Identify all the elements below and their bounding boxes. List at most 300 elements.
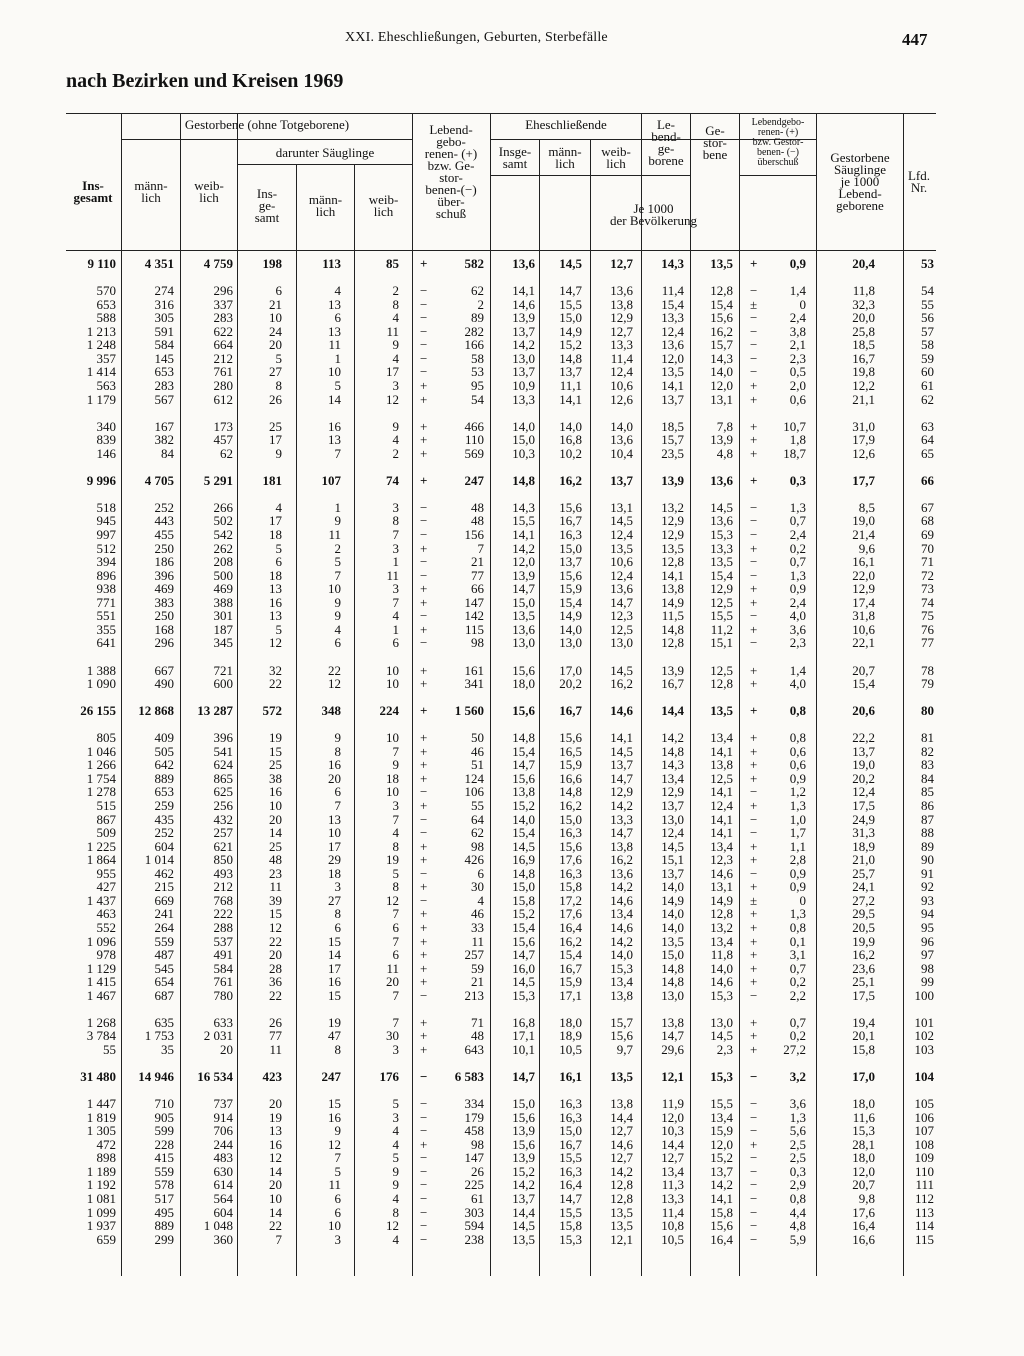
cell-weiblich: 266 (213, 499, 233, 515)
cell-ueberschuss-rate (750, 393, 806, 407)
cell-number: 2,3 (789, 350, 806, 366)
cell-gestorbene-rate: 13,5 (710, 703, 733, 719)
cell-sign: − (750, 1204, 758, 1220)
cell-maennlich: 4 351 (144, 256, 174, 271)
cell-sign: + (750, 852, 758, 868)
cell-lebendgeborene-rate: 15,1 (661, 852, 684, 868)
cell-gestorbene-rate: 13,4 (710, 730, 733, 746)
cell-lfd-nr: 99 (921, 974, 934, 990)
cell-number: 2 (477, 296, 484, 312)
cell-number: 0,9 (789, 256, 806, 271)
cell-gestorbene-rate: 14,2 (710, 1177, 733, 1193)
cell-sign: − (420, 364, 428, 380)
cell-lfd-nr: 90 (921, 852, 934, 868)
cell-saeugl-weiblich: 2 (392, 445, 399, 461)
cell-lfd-nr: 78 (921, 662, 934, 678)
cell-weiblich: 296 (213, 283, 233, 299)
cell-number: 64 (471, 811, 484, 827)
cell-maennlich: 215 (154, 879, 174, 895)
cell-gestorbene-rate: 14,0 (710, 364, 733, 380)
cell-maennlich: 435 (154, 811, 174, 827)
cell-lebendgeborene-rate: 14,9 (661, 594, 684, 610)
cell-saeugl-insgesamt: 5 (275, 540, 282, 556)
cell-ehe-maennlich: 14,1 (559, 391, 582, 407)
cell-saeugl-insgesamt: 5 (275, 350, 282, 366)
cell-ueberschuss (420, 1043, 484, 1057)
cell-ehe-maennlich: 14,9 (559, 608, 582, 624)
cell-number: 1,2 (789, 784, 806, 800)
cell-ehe-insgesamt: 13,9 (512, 1150, 535, 1166)
cell-ueberschuss (420, 257, 484, 271)
cell-weiblich: 360 (213, 1231, 233, 1247)
cell-gestorbene-rate: 15,6 (710, 310, 733, 326)
group-rule (491, 175, 691, 176)
cell-sign: + (420, 757, 428, 773)
cell-saeuglinge-rate: 20,5 (852, 919, 875, 935)
cell-number: 0,9 (789, 581, 806, 597)
cell-saeugl-weiblich: 9 (392, 757, 399, 773)
column-header-saeuglinge-rate: Gestorbene Säuglinge je 1000 Lebend- geborene (830, 150, 890, 213)
cell-maennlich: 415 (154, 1150, 174, 1166)
group-rule (740, 175, 816, 176)
cell-gestorbene-rate: 13,7 (710, 1163, 733, 1179)
cell-ehe-insgesamt: 15,6 (512, 1136, 535, 1152)
cell-sign: + (420, 418, 428, 434)
cell-saeugl-maennlich: 6 (334, 1204, 341, 1220)
cell-ehe-maennlich: 16,3 (559, 825, 582, 841)
cell-ehe-insgesamt: 13,9 (512, 567, 535, 583)
cell-lebendgeborene-rate: 14,0 (661, 919, 684, 935)
cell-lfd-nr: 87 (921, 811, 934, 827)
cell-weiblich: 262 (213, 540, 233, 556)
cell-lfd-nr: 89 (921, 838, 934, 854)
cell-saeugl-maennlich: 16 (328, 757, 341, 773)
cell-gestorbene-rate: 13,8 (710, 757, 733, 773)
cell-lfd-nr: 92 (921, 879, 934, 895)
cell-lebendgeborene-rate: 13,7 (661, 798, 684, 813)
cell-saeugl-maennlich: 113 (322, 256, 341, 271)
cell-ehe-insgesamt: 10,1 (512, 1041, 535, 1057)
cell-saeugl-insgesamt: 10 (269, 1190, 282, 1206)
cell-sign: + (420, 1028, 428, 1044)
cell-gestorbene-rate: 13,9 (710, 432, 733, 448)
cell-sign: − (420, 1123, 428, 1139)
cell-lebendgeborene-rate: 14,8 (661, 621, 684, 637)
cell-sign: + (750, 960, 758, 976)
cell-lebendgeborene-rate: 11,5 (661, 608, 684, 624)
cell-ehe-insgesamt: 15,8 (512, 892, 535, 908)
cell-sign: + (750, 1028, 758, 1044)
cell-number: 4,0 (789, 608, 806, 624)
column-header-weiblich: weib- lich (194, 178, 224, 205)
cell-saeuglinge-rate: 22,0 (852, 567, 875, 583)
cell-ueberschuss-rate (750, 636, 806, 650)
cell-ehe-weiblich: 14,6 (610, 892, 633, 908)
cell-saeugl-insgesamt: 26 (269, 391, 282, 407)
cell-sign: + (750, 445, 758, 461)
cell-ehe-weiblich: 12,7 (610, 1150, 633, 1166)
cell-lebendgeborene-rate: 14,0 (661, 906, 684, 922)
cell-lfd-nr: 57 (921, 323, 934, 339)
cell-ehe-weiblich: 14,5 (610, 743, 633, 759)
cell-number: 569 (464, 445, 484, 461)
cell-ehe-insgesamt: 13,9 (512, 1123, 535, 1139)
cell-lebendgeborene-rate: 11,9 (661, 1096, 684, 1112)
cell-gestorbene-rate: 13,1 (710, 391, 733, 407)
cell-number: 4,4 (789, 1204, 806, 1220)
cell-weiblich: 914 (213, 1109, 233, 1125)
cell-gestorbene-rate: 13,3 (710, 540, 733, 556)
cell-number: 21 (471, 974, 484, 990)
cell-maennlich: 250 (154, 608, 174, 624)
cell-sign: − (420, 554, 428, 570)
cell-saeugl-insgesamt: 14 (269, 1204, 282, 1220)
cell-sign: − (750, 337, 758, 353)
cell-insgesamt: 945 (96, 513, 116, 529)
cell-sign: + (750, 933, 758, 949)
cell-ehe-insgesamt: 13,5 (512, 608, 535, 624)
cell-gestorbene-rate: 14,3 (710, 350, 733, 366)
cell-sign: + (420, 662, 428, 678)
cell-saeuglinge-rate: 20,4 (852, 256, 875, 271)
cell-number: 54 (471, 391, 484, 407)
cell-saeugl-maennlich: 5 (334, 377, 341, 393)
cell-sign: − (750, 1123, 758, 1139)
cell-lebendgeborene-rate: 13,8 (661, 1014, 684, 1030)
cell-insgesamt: 1 266 (86, 757, 116, 773)
cell-saeugl-weiblich: 7 (392, 1014, 399, 1030)
cell-sign: − (750, 554, 758, 570)
cell-saeuglinge-rate: 9,6 (858, 540, 875, 556)
cell-saeugl-weiblich: 85 (386, 256, 399, 271)
cell-saeugl-weiblich: 9 (392, 418, 399, 434)
cell-sign: + (420, 919, 428, 935)
cell-saeugl-weiblich: 5 (392, 1096, 399, 1112)
cell-sign: + (420, 770, 428, 786)
cell-maennlich: 283 (154, 377, 174, 393)
cell-ehe-maennlich: 16,7 (559, 513, 582, 529)
cell-sign: − (420, 283, 428, 299)
cell-weiblich: 621 (213, 838, 233, 854)
cell-sign: − (420, 865, 428, 881)
cell-number: 426 (464, 852, 484, 868)
cell-saeugl-insgesamt: 77 (269, 1028, 282, 1044)
cell-number: 6 583 (454, 1069, 484, 1084)
cell-weiblich: 457 (213, 432, 233, 448)
cell-ehe-maennlich: 14,0 (559, 621, 582, 637)
cell-ueberschuss-rate (750, 921, 806, 935)
cell-sign: + (420, 798, 428, 813)
cell-saeuglinge-rate: 22,2 (852, 730, 875, 746)
cell-sign: + (750, 947, 758, 963)
cell-ueberschuss (420, 880, 484, 894)
column-header-je-1000: Je 1000 der Bevölkerung (609, 201, 697, 228)
cell-lfd-nr: 112 (914, 1190, 934, 1206)
cell-saeugl-maennlich: 10 (328, 364, 341, 380)
cell-ehe-weiblich: 14,2 (610, 798, 633, 813)
cell-saeugl-weiblich: 4 (392, 1123, 399, 1139)
cell-maennlich: 443 (154, 513, 174, 529)
cell-saeugl-maennlich: 2 (334, 540, 341, 556)
cell-saeuglinge-rate: 10,6 (852, 621, 875, 637)
cell-gestorbene-rate: 15,1 (710, 635, 733, 651)
cell-insgesamt: 1 225 (86, 838, 116, 854)
cell-ehe-maennlich: 14,9 (559, 323, 582, 339)
cell-ehe-insgesamt: 13,9 (512, 310, 535, 326)
cell-saeuglinge-rate: 12,9 (852, 581, 875, 597)
cell-lfd-nr: 110 (914, 1163, 934, 1179)
cell-insgesamt: 1 046 (86, 743, 116, 759)
cell-ehe-insgesamt: 15,0 (512, 1096, 535, 1112)
cell-saeugl-insgesamt: 16 (269, 594, 282, 610)
cell-number: 26 (471, 1163, 484, 1179)
cell-saeugl-weiblich: 3 (392, 581, 399, 597)
cell-saeugl-weiblich: 9 (392, 337, 399, 353)
cell-ehe-weiblich: 12,4 (610, 527, 633, 542)
cell-weiblich: 283 (213, 310, 233, 326)
cell-ehe-insgesamt: 10,3 (512, 445, 535, 461)
cell-ehe-insgesamt: 14,2 (512, 540, 535, 556)
cell-saeuglinge-rate: 20,0 (852, 310, 875, 326)
cell-ehe-maennlich: 16,1 (559, 1069, 582, 1084)
cell-saeugl-maennlich: 14 (328, 391, 341, 407)
cell-number: 282 (464, 323, 484, 339)
cell-ehe-weiblich: 13,7 (610, 757, 633, 773)
cell-insgesamt: 1 467 (86, 987, 116, 1003)
cell-ehe-insgesamt: 14,5 (512, 1218, 535, 1234)
cell-sign: − (420, 499, 428, 515)
cell-sign: − (420, 1218, 428, 1234)
cell-ehe-weiblich: 13,6 (610, 283, 633, 299)
cell-saeugl-insgesamt: 15 (269, 743, 282, 759)
cell-weiblich: 537 (213, 933, 233, 949)
cell-saeugl-weiblich: 10 (386, 730, 399, 746)
cell-saeugl-insgesamt: 22 (269, 1218, 282, 1234)
cell-lebendgeborene-rate: 10,3 (661, 1123, 684, 1139)
cell-insgesamt: 394 (96, 554, 116, 570)
cell-lfd-nr: 82 (921, 743, 934, 759)
cell-saeugl-weiblich: 3 (392, 377, 399, 393)
cell-sign: − (750, 364, 758, 380)
cell-sign: − (750, 811, 758, 827)
cell-weiblich: 768 (213, 892, 233, 908)
cell-gestorbene-rate: 15,3 (710, 1069, 733, 1084)
cell-ehe-weiblich: 10,6 (610, 377, 633, 393)
cell-saeugl-weiblich: 7 (392, 987, 399, 1003)
cell-saeuglinge-rate: 18,0 (852, 1096, 875, 1112)
cell-ueberschuss (420, 677, 484, 691)
cell-saeuglinge-rate: 24,1 (852, 879, 875, 895)
cell-ehe-insgesamt: 15,2 (512, 906, 535, 922)
cell-ehe-weiblich: 10,6 (610, 554, 633, 570)
cell-ueberschuss-rate (750, 1043, 806, 1057)
cell-number: 1,1 (789, 838, 806, 854)
cell-number: 3,6 (789, 1096, 806, 1112)
cell-number: 48 (471, 1028, 484, 1044)
cell-ueberschuss (420, 393, 484, 407)
cell-saeugl-weiblich: 11 (386, 960, 399, 976)
cell-lebendgeborene-rate: 15,0 (661, 947, 684, 963)
cell-maennlich: 1 014 (144, 852, 174, 868)
cell-saeuglinge-rate: 16,2 (852, 947, 875, 963)
cell-number: 1,7 (789, 825, 806, 841)
cell-ehe-weiblich: 14,7 (610, 825, 633, 841)
cell-weiblich: 4 759 (203, 256, 233, 271)
cell-saeugl-insgesamt: 25 (269, 838, 282, 854)
cell-ueberschuss-rate (750, 379, 806, 393)
cell-ehe-weiblich: 15,7 (610, 1014, 633, 1030)
cell-number: 1,8 (789, 432, 806, 448)
cell-number: 0,7 (789, 960, 806, 976)
cell-maennlich: 305 (154, 310, 174, 326)
cell-number: 4 (477, 892, 484, 908)
cell-sign: + (420, 974, 428, 990)
cell-ehe-insgesamt: 16,8 (512, 1014, 535, 1030)
cell-saeuglinge-rate: 15,4 (852, 676, 875, 692)
cell-ehe-maennlich: 17,6 (559, 852, 582, 868)
cell-lebendgeborene-rate: 12,1 (661, 1069, 684, 1084)
column-header-lfd-nr: Lfd. Nr. (907, 168, 931, 195)
cell-saeuglinge-rate: 17,5 (852, 798, 875, 813)
cell-saeuglinge-rate: 17,4 (852, 594, 875, 610)
cell-weiblich: 388 (213, 594, 233, 610)
cell-lfd-nr: 102 (914, 1028, 934, 1044)
cell-weiblich: 13 287 (197, 703, 233, 719)
cell-saeuglinge-rate: 15,8 (852, 1041, 875, 1057)
cell-gestorbene-rate: 13,2 (710, 919, 733, 935)
cell-saeugl-insgesamt: 20 (269, 337, 282, 353)
cell-number: 110 (464, 432, 484, 448)
cell-ehe-maennlich: 20,2 (559, 676, 582, 692)
cell-lebendgeborene-rate: 12,9 (661, 527, 684, 542)
cell-weiblich: 256 (213, 798, 233, 813)
cell-number: 48 (471, 499, 484, 515)
cell-lebendgeborene-rate: 13,0 (661, 811, 684, 827)
cell-ueberschuss-rate (750, 447, 806, 461)
cell-number: 0,3 (789, 472, 806, 488)
cell-number: 77 (471, 567, 484, 583)
cell-sign: − (420, 350, 428, 366)
cell-maennlich: 409 (154, 730, 174, 746)
cell-number: 0,3 (789, 1163, 806, 1179)
cell-ehe-weiblich: 12,8 (610, 1177, 633, 1193)
cell-weiblich: 737 (213, 1096, 233, 1112)
cell-ehe-insgesamt: 15,0 (512, 594, 535, 610)
cell-maennlich: 145 (154, 350, 174, 366)
cell-gestorbene-rate: 14,1 (710, 743, 733, 759)
page-number: 447 (902, 30, 928, 49)
cell-lfd-nr: 74 (921, 594, 934, 610)
cell-gestorbene-rate: 13,4 (710, 933, 733, 949)
cell-ehe-insgesamt: 14,3 (512, 499, 535, 515)
cell-ehe-insgesamt: 13,7 (512, 1190, 535, 1206)
cell-lebendgeborene-rate: 13,6 (661, 337, 684, 353)
column-header-e-maennlich: männ- lich (548, 144, 582, 171)
cell-ehe-weiblich: 14,5 (610, 662, 633, 678)
cell-weiblich: 761 (213, 364, 233, 380)
cell-lfd-nr: 97 (921, 947, 934, 963)
cell-saeugl-insgesamt: 14 (269, 1163, 282, 1179)
cell-gestorbene-rate: 16,4 (710, 1231, 733, 1247)
cell-weiblich: 16 534 (197, 1069, 233, 1084)
cell-weiblich: 625 (213, 784, 233, 800)
cell-gestorbene-rate: 14,1 (710, 825, 733, 841)
cell-saeugl-weiblich: 11 (386, 567, 399, 583)
cell-saeuglinge-rate: 20,6 (852, 703, 875, 719)
cell-sign: − (420, 825, 428, 841)
cell-lebendgeborene-rate: 11,4 (661, 1204, 684, 1220)
cell-saeugl-maennlich: 14 (328, 947, 341, 963)
cell-sign: + (750, 730, 758, 746)
cell-maennlich: 635 (154, 1014, 174, 1030)
cell-maennlich: 505 (154, 743, 174, 759)
cell-saeugl-maennlich: 15 (328, 1096, 341, 1112)
cell-maennlich: 599 (154, 1123, 174, 1139)
cell-insgesamt: 563 (96, 377, 116, 393)
cell-gestorbene-rate: 12,8 (710, 676, 733, 692)
cell-sign: + (750, 919, 758, 935)
cell-lebendgeborene-rate: 18,5 (661, 418, 684, 434)
cell-saeugl-maennlich: 16 (328, 418, 341, 434)
cell-saeugl-weiblich: 30 (386, 1028, 399, 1044)
cell-sign: − (750, 1150, 758, 1166)
cell-ehe-insgesamt: 14,8 (512, 865, 535, 881)
cell-ehe-insgesamt: 14,5 (512, 838, 535, 854)
cell-ehe-insgesamt: 17,1 (512, 1028, 535, 1044)
cell-insgesamt: 31 480 (80, 1069, 116, 1084)
cell-maennlich: 545 (154, 960, 174, 976)
cell-lebendgeborene-rate: 12,4 (661, 323, 684, 339)
cell-sign: − (750, 350, 758, 366)
cell-number: 0,5 (789, 364, 806, 380)
cell-lebendgeborene-rate: 12,8 (661, 635, 684, 651)
cell-insgesamt: 1 864 (86, 852, 116, 868)
cell-saeugl-insgesamt: 28 (269, 960, 282, 976)
cell-sign: + (420, 743, 428, 759)
cell-saeugl-insgesamt: 24 (269, 323, 282, 339)
cell-insgesamt: 552 (96, 919, 116, 935)
cell-sign: + (750, 418, 758, 434)
cell-saeugl-maennlich: 16 (328, 974, 341, 990)
cell-sign: + (420, 621, 428, 637)
cell-maennlich: 559 (154, 933, 174, 949)
cell-ehe-maennlich: 16,7 (559, 703, 582, 719)
cell-sign: − (750, 1190, 758, 1206)
cell-maennlich: 487 (154, 947, 174, 963)
cell-lebendgeborene-rate: 13,7 (661, 865, 684, 881)
cell-saeugl-insgesamt: 6 (275, 283, 282, 299)
cell-gestorbene-rate: 15,3 (710, 987, 733, 1003)
cell-number: 0,8 (789, 703, 806, 719)
cell-number: 303 (464, 1204, 484, 1220)
cell-lebendgeborene-rate: 13,3 (661, 1190, 684, 1206)
cell-saeuglinge-rate: 12,0 (852, 1163, 875, 1179)
column-header-e-weiblich: weib- lich (601, 144, 631, 171)
column-header-ehe-group: Eheschließende (525, 117, 607, 132)
cell-weiblich: 337 (213, 296, 233, 312)
cell-sign: + (750, 838, 758, 854)
cell-ehe-maennlich: 10,5 (559, 1041, 582, 1057)
cell-saeuglinge-rate: 18,0 (852, 1150, 875, 1166)
cell-ehe-insgesamt: 13,0 (512, 350, 535, 366)
cell-weiblich: 20 (220, 1041, 233, 1057)
cell-ehe-insgesamt: 15,0 (512, 879, 535, 895)
cell-insgesamt: 1 096 (86, 933, 116, 949)
cell-number: 62 (471, 283, 484, 299)
cell-saeugl-maennlich: 9 (334, 608, 341, 624)
cell-maennlich: 250 (154, 540, 174, 556)
cell-ehe-weiblich: 14,6 (610, 1136, 633, 1152)
